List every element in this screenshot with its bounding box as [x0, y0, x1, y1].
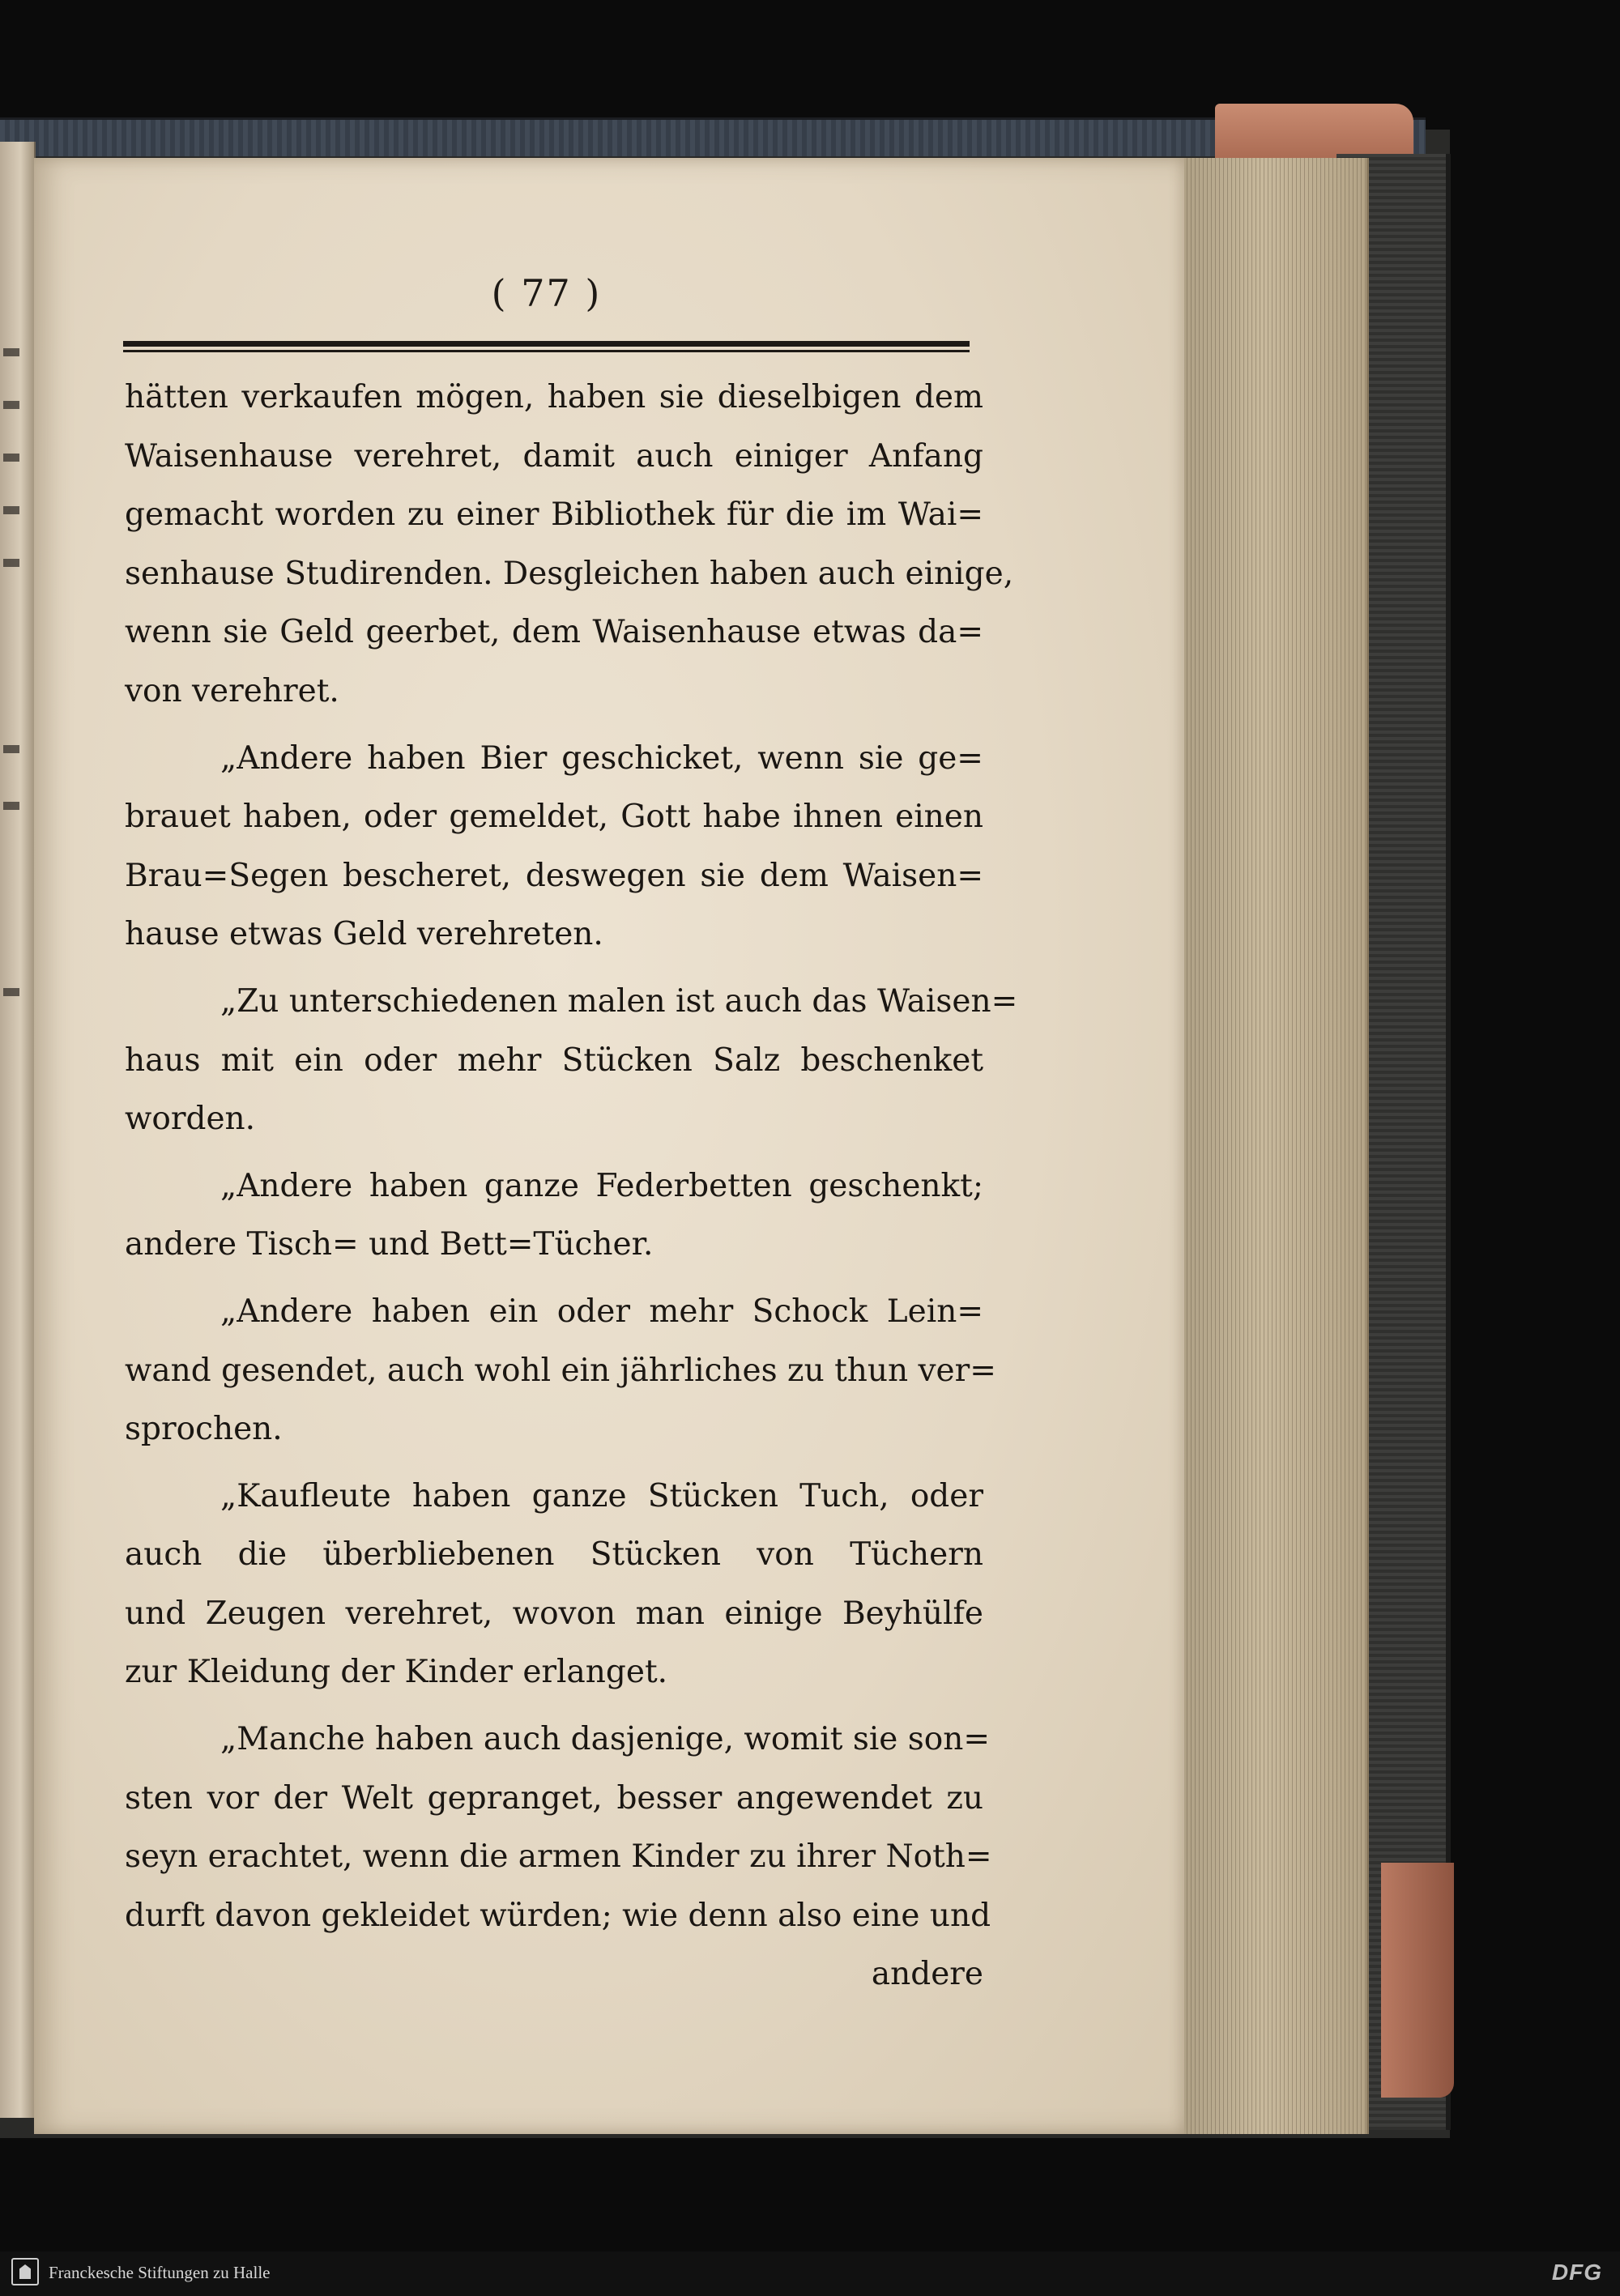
paragraph-gap: [125, 965, 983, 973]
text-line: „Manche haben auch dasjenige, womit sie son=: [220, 1721, 991, 1758]
page-header: [123, 263, 970, 360]
page-body-text: [125, 368, 1018, 2004]
text-line: andere: [871, 1956, 983, 1993]
text-line: worden.: [125, 1101, 256, 1138]
left-page-text-fragment: [3, 506, 19, 514]
text-line: von verehret.: [125, 672, 339, 709]
page-block-edges: [1179, 158, 1369, 2134]
text-line: senhause Studirenden. Desgleichen haben auch einige,: [125, 555, 1014, 592]
left-page-text-fragment: [3, 988, 19, 996]
left-page-text-fragment: [3, 745, 19, 753]
text-line: „Kaufleute haben ganze Stücken Tuch, oder: [220, 1477, 983, 1514]
text-line: seyn erachtet, wenn die armen Kinder zu ihrer Noth=: [125, 1838, 992, 1876]
text-line: hätten verkaufen mögen, haben sie dieselbigen dem: [125, 379, 983, 415]
text-line: sten vor der Welt gepranget, besser angewendet zu: [125, 1779, 983, 1817]
text-line: Brau=Segen bescheret, deswegen sie dem Waisen=: [125, 857, 983, 894]
text-line: „Andere haben ein oder mehr Schock Lein=: [220, 1293, 983, 1330]
dfg-logo: DFG: [1551, 2260, 1602, 2285]
paragraph-gap: [125, 1275, 983, 1283]
text-line: Waisenhause verehret, damit auch einiger Anfang: [125, 437, 983, 475]
paragraph-gap: [125, 722, 983, 730]
left-page-text-fragment: [3, 802, 19, 810]
header-rule: [123, 341, 970, 352]
text-line: andere Tisch= und Bett=Tücher.: [125, 1226, 654, 1263]
book-page: [34, 158, 1184, 2134]
paragraph-gap: [125, 1702, 983, 1710]
text-line: brauet haben, oder gemeldet, Gott habe ihnen einen: [125, 799, 983, 836]
text-line: und Zeugen verehret, wovon man einige Beyhülfe: [125, 1595, 983, 1632]
text-line: zur Kleidung der Kinder erlanget.: [125, 1654, 668, 1691]
leather-corner-bottom: [1381, 1863, 1454, 2098]
paragraph-gap: [125, 1149, 983, 1157]
text-line: gemacht worden zu einer Bibliothek für die im Wai=: [125, 496, 983, 534]
text-line: durft davon gekleidet würden; wie denn also eine und: [125, 1897, 991, 1934]
institution-logo-icon: [11, 2258, 39, 2285]
footer-institution-name: Franckesche Stiftungen zu Halle: [49, 2263, 271, 2282]
left-page-text-fragment: [3, 401, 19, 409]
text-line: wenn sie Geld geerbet, dem Waisenhause etwas da=: [125, 614, 983, 651]
left-page-sliver: [0, 142, 36, 2118]
text-line: wand gesendet, auch wohl ein jährliches zu thun ver=: [125, 1352, 996, 1389]
text-line: hause etwas Geld verehreten.: [125, 916, 603, 953]
page-number: ( 77 ): [491, 271, 602, 315]
text-line: auch die überbliebenen Stücken von Tüchern: [125, 1536, 983, 1574]
left-page-text-fragment: [3, 559, 19, 567]
left-page-text-fragment: [3, 348, 19, 356]
viewer-footer: [0, 2251, 1620, 2296]
paragraph-gap: [125, 1459, 983, 1467]
book-spine-top: [0, 117, 1426, 156]
text-line: „Andere haben ganze Federbetten geschenkt;: [220, 1167, 983, 1204]
text-line: sprochen.: [125, 1411, 283, 1448]
text-line: haus mit ein oder mehr Stücken Salz beschenket: [125, 1042, 983, 1079]
text-line: „Andere haben Bier geschicket, wenn sie ge=: [220, 739, 983, 777]
left-page-text-fragment: [3, 454, 19, 462]
text-line: „Zu unterschiedenen malen ist auch das Waisen=: [220, 982, 1018, 1020]
